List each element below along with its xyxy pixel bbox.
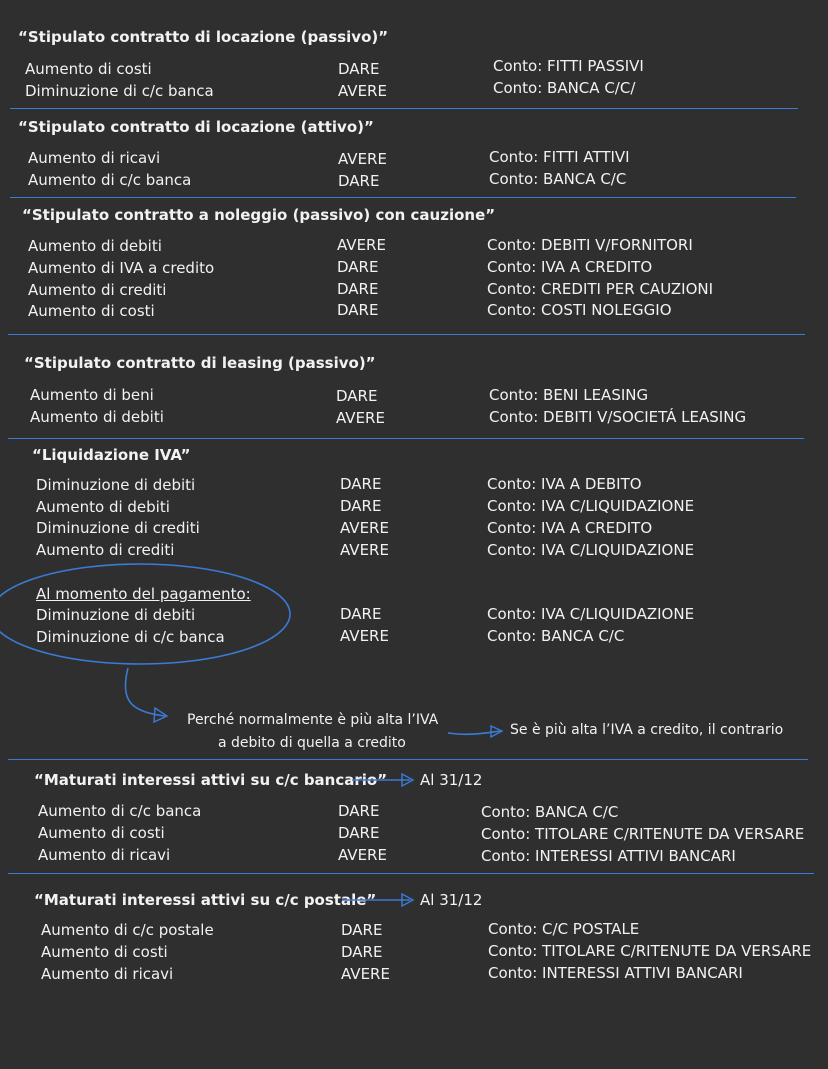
- row-description: Diminuzione di c/c banca: [25, 82, 214, 100]
- note-text: Se è più alta l’IVA a credito, il contrario: [510, 722, 784, 738]
- row-account: Conto: IVA C/LIQUIDAZIONE: [487, 497, 695, 515]
- row-account: Conto: CREDITI PER CAUZIONI: [487, 280, 714, 298]
- row-side: DARE: [338, 802, 380, 820]
- row-side: DARE: [341, 921, 383, 939]
- row-description: Aumento di costi: [38, 824, 165, 842]
- row-side: AVERE: [340, 627, 389, 645]
- row-account: Conto: IVA C/LIQUIDAZIONE: [487, 605, 695, 623]
- row-account: Conto: FITTI ATTIVI: [489, 148, 630, 166]
- section-title: “Stipulato contratto di locazione (passivo)”: [18, 28, 389, 46]
- row-account: Conto: COSTI NOLEGGIO: [487, 301, 672, 319]
- row-description: Aumento di c/c banca: [28, 171, 192, 189]
- row-side: DARE: [341, 943, 383, 961]
- row-account: Conto: BANCA C/C: [481, 803, 619, 821]
- row-account: Conto: BANCA C/C: [489, 170, 627, 188]
- row-side: DARE: [338, 824, 380, 842]
- row-description: Aumento di costi: [25, 60, 152, 78]
- row-side: DARE: [338, 172, 380, 190]
- row-account: Conto: C/C POSTALE: [488, 920, 640, 938]
- section-title: “Maturati interessi attivi su c/c bancario”: [34, 771, 388, 789]
- row-account: Conto: IVA A DEBITO: [487, 475, 642, 493]
- row-side: DARE: [340, 497, 382, 515]
- row-account: Conto: INTERESSI ATTIVI BANCARI: [488, 964, 743, 982]
- highlight-ellipse: [0, 564, 290, 664]
- row-description: Aumento di ricavi: [38, 846, 171, 864]
- row-side: DARE: [338, 60, 380, 78]
- row-description: Diminuzione di c/c banca: [36, 628, 225, 646]
- row-description: Aumento di costi: [41, 943, 168, 961]
- row-side: DARE: [337, 301, 379, 319]
- row-description: Diminuzione di crediti: [36, 519, 200, 537]
- row-account: Conto: IVA A CREDITO: [487, 519, 653, 537]
- row-description: Diminuzione di debiti: [36, 476, 196, 494]
- row-side: AVERE: [338, 846, 387, 864]
- row-side: AVERE: [340, 541, 389, 559]
- section-title: “Stipulato contratto di leasing (passivo)”: [24, 354, 376, 372]
- row-description: Aumento di IVA a credito: [28, 259, 215, 277]
- row-description: Aumento di c/c banca: [38, 802, 202, 820]
- note-text: Perché normalmente è più alta l’IVA: [187, 712, 439, 728]
- row-description: Aumento di crediti: [28, 281, 167, 299]
- row-side: AVERE: [336, 409, 385, 427]
- row-side: AVERE: [338, 150, 387, 168]
- row-account: Conto: BENI LEASING: [489, 386, 649, 404]
- row-description: Aumento di c/c postale: [41, 921, 214, 939]
- row-side: DARE: [336, 387, 378, 405]
- section-title: “Maturati interessi attivi su c/c postale”: [34, 891, 377, 909]
- row-side: AVERE: [338, 82, 387, 100]
- row-description: Aumento di ricavi: [41, 965, 174, 983]
- curved-arrow: [448, 731, 500, 734]
- row-account: Conto: BANCA C/C/: [493, 79, 636, 97]
- row-side: AVERE: [341, 965, 390, 983]
- row-description: Aumento di beni: [30, 386, 154, 404]
- section-title: “Stipulato contratto a noleggio (passivo) con cauzione”: [22, 206, 496, 224]
- row-description: Aumento di ricavi: [28, 149, 161, 167]
- row-description: Aumento di costi: [28, 302, 155, 320]
- row-side: DARE: [340, 605, 382, 623]
- row-account: Conto: DEBITI V/FORNITORI: [487, 236, 693, 254]
- row-side: AVERE: [340, 519, 389, 537]
- row-side: DARE: [340, 475, 382, 493]
- row-description: Aumento di debiti: [30, 408, 164, 426]
- row-account: Conto: TITOLARE C/RITENUTE DA VERSARE: [481, 825, 805, 843]
- row-side: DARE: [337, 280, 379, 298]
- date-label: Al 31/12: [420, 891, 483, 909]
- row-account: Conto: IVA C/LIQUIDAZIONE: [487, 541, 695, 559]
- row-account: Conto: DEBITI V/SOCIETÁ LEASING: [489, 408, 747, 426]
- row-description: Aumento di debiti: [28, 237, 162, 255]
- row-account: Conto: INTERESSI ATTIVI BANCARI: [481, 847, 736, 865]
- row-side: DARE: [337, 258, 379, 276]
- row-account: Conto: IVA A CREDITO: [487, 258, 653, 276]
- row-account: Conto: BANCA C/C: [487, 627, 625, 645]
- row-description: Diminuzione di debiti: [36, 606, 196, 624]
- section-title: “Stipulato contratto di locazione (attivo)”: [18, 118, 374, 136]
- row-account: Conto: FITTI PASSIVI: [493, 57, 644, 75]
- payment-label: Al momento del pagamento:: [36, 585, 251, 603]
- section-title: “Liquidazione IVA”: [32, 446, 191, 464]
- curved-arrow: [125, 668, 165, 716]
- date-label: Al 31/12: [420, 771, 483, 789]
- row-description: Aumento di crediti: [36, 541, 175, 559]
- row-account: Conto: TITOLARE C/RITENUTE DA VERSARE: [488, 942, 812, 960]
- row-side: AVERE: [337, 236, 386, 254]
- note-text: a debito di quella a credito: [218, 735, 406, 751]
- row-description: Aumento di debiti: [36, 498, 170, 516]
